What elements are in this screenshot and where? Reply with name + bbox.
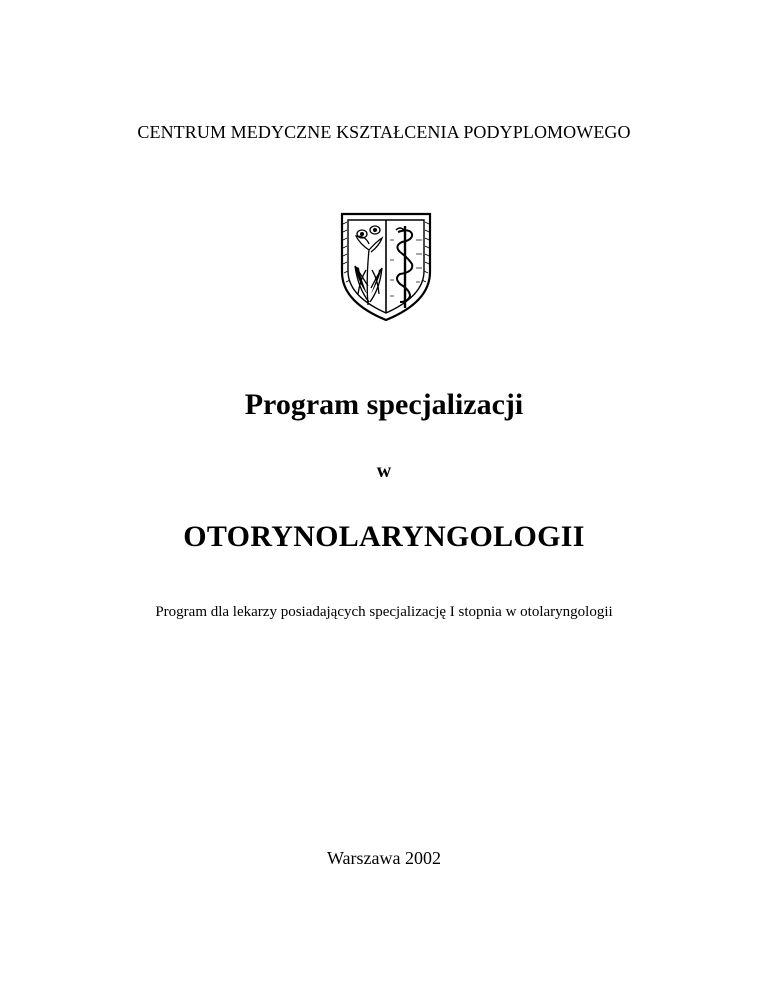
- title-conjunction: w: [376, 460, 392, 482]
- coat-of-arms-icon: [338, 210, 434, 322]
- place-and-year: Warszawa 2002: [326, 848, 441, 868]
- page-title: Program specjalizacji: [244, 388, 524, 421]
- program-description: Program dla lekarzy posiadających specjalizację I stopnia w otolaryngologii: [155, 604, 613, 620]
- specialty-name: OTORYNOLARYNGOLOGII: [183, 520, 585, 553]
- institution-name: CENTRUM MEDYCZNE KSZTAŁCENIA PODYPLOMOWEGO: [137, 122, 631, 142]
